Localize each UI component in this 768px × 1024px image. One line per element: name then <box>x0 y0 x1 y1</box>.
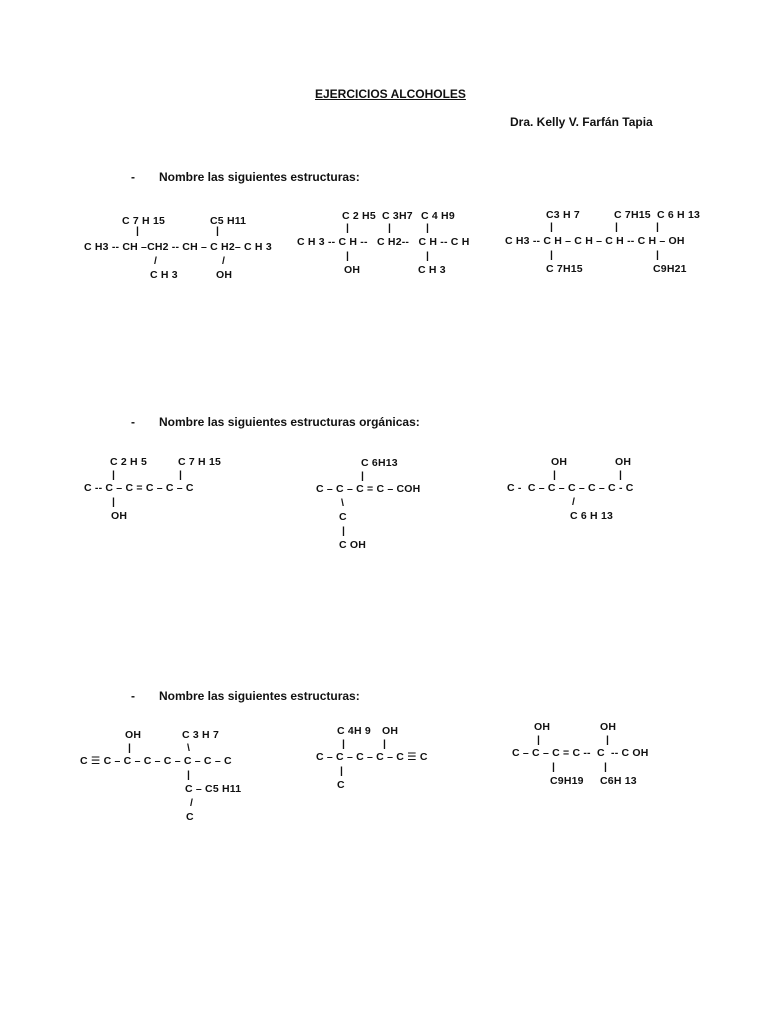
bond-line: | <box>383 738 386 750</box>
substituent-bottom: C H 3 <box>150 269 178 281</box>
bond-line: | <box>388 222 391 234</box>
substituent-bottom: C 7H15 <box>546 263 583 275</box>
main-chain: C -- C – C = C – C – C <box>84 482 194 494</box>
main-chain: C – C – C – C – C ☰ C <box>316 751 428 763</box>
bond-line: | <box>112 469 115 481</box>
bond-line: | <box>340 765 343 777</box>
substituent-top: C 7 H 15 <box>122 215 166 227</box>
structure-1b <box>297 208 487 280</box>
substituent-top: C 6H13 <box>361 457 398 469</box>
main-chain: C H3 -- CH –CH2 -- CH – C H2– C H 3 <box>84 241 272 253</box>
bond-line: | <box>619 469 622 481</box>
bond-line: | <box>606 734 609 746</box>
bond-line: | <box>615 221 618 233</box>
bond-line: | <box>216 225 219 237</box>
bond-line: | <box>346 250 349 262</box>
bond-line: | <box>346 222 349 234</box>
bond-line: / <box>222 255 225 267</box>
substituent-bottom: OH <box>111 510 128 522</box>
substituent-top: C 6 H 13 <box>657 209 701 221</box>
substituent-top: OH <box>534 721 551 733</box>
substituent-bottom: OH <box>344 264 361 276</box>
substituent-top: C 3H7 <box>382 210 413 222</box>
section-3-heading: Nombre las siguientes estructuras: <box>159 689 360 703</box>
substituent-bottom: C6H 13 <box>600 775 637 787</box>
bond-line: | <box>187 769 190 781</box>
structure-3a <box>80 727 260 827</box>
structure-3b <box>316 723 466 797</box>
structure-2b <box>316 455 466 555</box>
substituent-top: C 7 H 15 <box>178 456 222 468</box>
substituent-top: C 7H15 <box>614 209 651 221</box>
substituent-top: C 4H 9 <box>337 725 371 737</box>
bullet-1: - <box>131 170 135 184</box>
substituent-bottom: C <box>337 779 345 791</box>
substituent-bottom: C – C5 H11 <box>185 783 242 795</box>
bond-line: | <box>656 249 659 261</box>
substituent-bottom: C <box>339 511 347 523</box>
main-chain: C - C – C – C – C – C - C <box>507 482 634 494</box>
main-chain: C H 3 -- C H -- C H2-- C H -- C H <box>297 236 470 248</box>
bond-line: / <box>572 496 575 508</box>
substituent-top: C 3 H 7 <box>182 729 219 741</box>
substituent-top: OH <box>551 456 568 468</box>
substituent-bottom: C9H19 <box>550 775 584 787</box>
bond-line: | <box>128 742 131 754</box>
page-title: EJERCICIOS ALCOHOLES <box>315 87 466 101</box>
main-chain: C ☰ C – C – C – C – C – C – C <box>80 755 232 767</box>
substituent-top: OH <box>600 721 617 733</box>
substituent-bottom: C9H21 <box>653 263 687 275</box>
structure-1a <box>84 213 284 283</box>
bullet-3: - <box>131 689 135 703</box>
structure-1c <box>505 207 705 279</box>
bond-line: \ <box>187 742 190 754</box>
substituent-top: C 2 H5 <box>342 210 376 222</box>
bond-line: | <box>361 470 364 482</box>
bond-line: / <box>190 797 193 809</box>
structure-3c <box>512 719 702 793</box>
substituent-bottom: C 6 H 13 <box>570 510 614 522</box>
substituent-top: OH <box>125 729 142 741</box>
bond-line: | <box>537 734 540 746</box>
bond-line: | <box>550 221 553 233</box>
main-chain: C H3 -- C H – C H – C H -- C H – OH <box>505 235 685 247</box>
bullet-2: - <box>131 415 135 429</box>
substituent-bottom: OH <box>216 269 233 281</box>
bond-line: | <box>553 469 556 481</box>
structure-2c <box>507 454 697 528</box>
substituent-top: OH <box>382 725 399 737</box>
bond-line: | <box>342 525 345 537</box>
bond-line: | <box>426 222 429 234</box>
substituent-top: OH <box>615 456 632 468</box>
main-chain: C – C – C = C -- C -- C OH <box>512 747 649 759</box>
bond-line: | <box>112 496 115 508</box>
substituent-bottom: C OH <box>339 539 367 551</box>
main-chain: C – C – C = C – COH <box>316 483 421 495</box>
bond-line: \ <box>341 497 344 509</box>
substituent-top: C 2 H 5 <box>110 456 147 468</box>
bond-line: / <box>154 255 157 267</box>
bond-line: | <box>656 221 659 233</box>
substituent-bottom: C <box>186 811 194 823</box>
section-1-heading: Nombre las siguientes estructuras: <box>159 170 360 184</box>
substituent-top: C5 H11 <box>210 215 247 227</box>
bond-line: | <box>604 761 607 773</box>
bond-line: | <box>136 225 139 237</box>
substituent-top: C3 H 7 <box>546 209 580 221</box>
author-name: Dra. Kelly V. Farfán Tapia <box>510 115 653 129</box>
bond-line: | <box>552 761 555 773</box>
section-2-heading: Nombre las siguientes estructuras orgánicas: <box>159 415 420 429</box>
bond-line: | <box>550 249 553 261</box>
bond-line: | <box>426 250 429 262</box>
structure-2a <box>84 454 244 528</box>
substituent-top: C 4 H9 <box>421 210 455 222</box>
bond-line: | <box>179 469 182 481</box>
bond-line: | <box>342 738 345 750</box>
substituent-bottom: C H 3 <box>418 264 446 276</box>
